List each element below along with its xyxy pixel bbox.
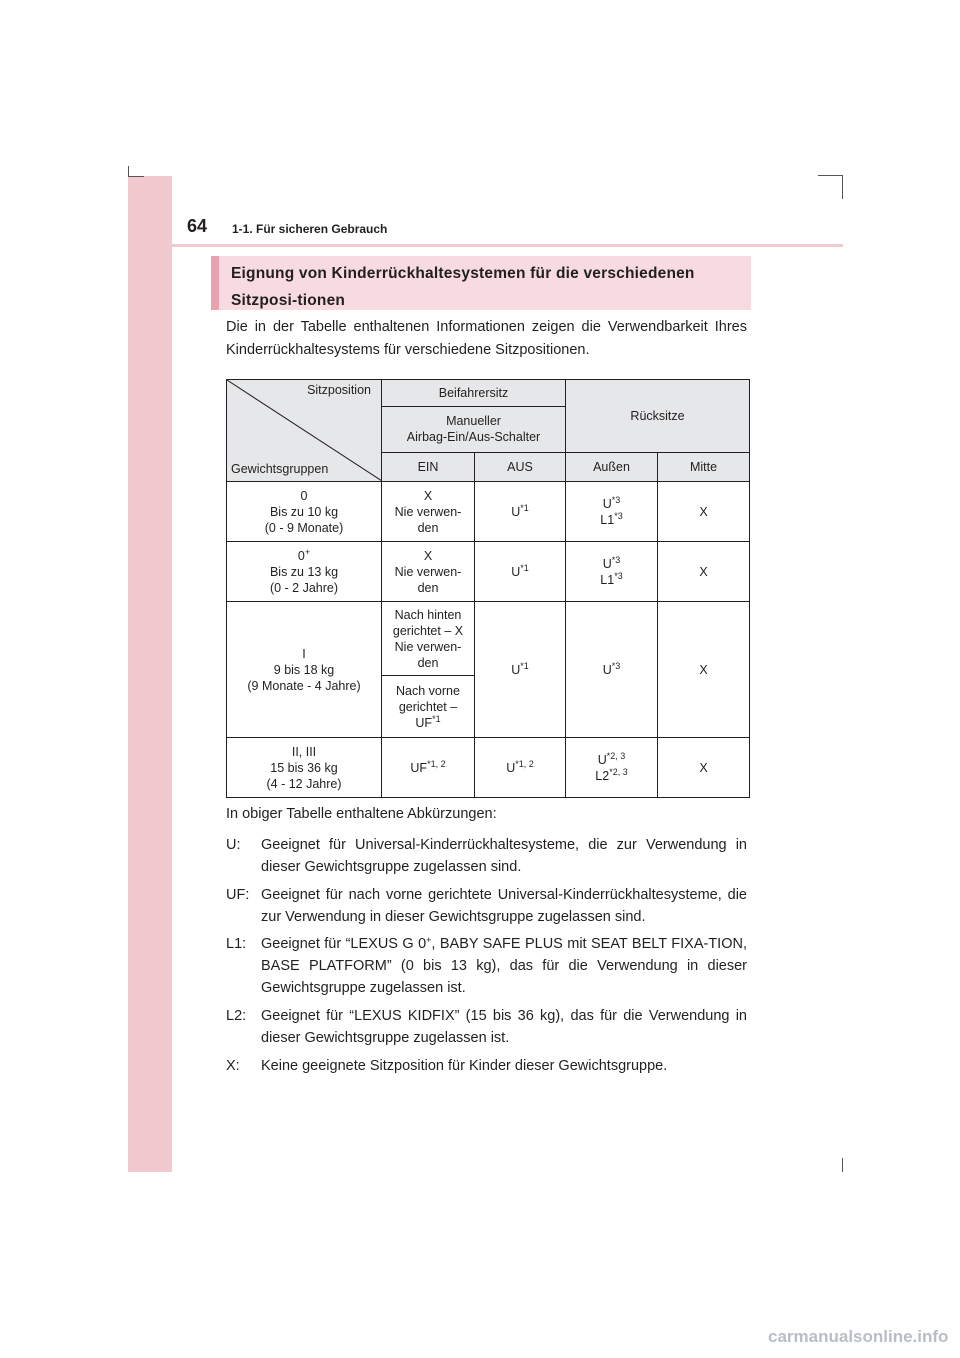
footnote-ref: *3 xyxy=(614,570,623,581)
table-row xyxy=(227,738,750,798)
footnote-ref: *1 xyxy=(520,562,529,573)
outer-value: L1 xyxy=(600,512,615,527)
middle-cell: X xyxy=(658,602,750,738)
col-middle: Mitte xyxy=(658,452,750,481)
seat-suitability-table xyxy=(226,379,750,798)
group-weight: 15 bis 36 kg xyxy=(270,760,338,775)
on-note: Nach vorne xyxy=(396,683,460,698)
footnote-ref: *3 xyxy=(611,660,621,671)
group-cell xyxy=(227,542,382,602)
crop-mark xyxy=(842,1158,843,1172)
abbreviation-text: Geeignet für nach vorne gerichtete Universal-Kinderrückhaltesysteme, die zur Verwendung in dieser Gewichtsgruppe zugelassen sind. xyxy=(261,887,747,925)
chapter-sidebar xyxy=(128,176,172,1172)
outer-value: L2 xyxy=(595,768,610,783)
group-cell xyxy=(227,482,382,542)
outer-cell xyxy=(566,602,658,738)
abbreviations-intro: In obiger Tabelle enthaltene Abkürzungen: xyxy=(226,806,497,822)
outer-cell xyxy=(566,542,658,602)
abbreviation-text-part: Geeignet für “LEXUS G 0 xyxy=(261,936,427,952)
group-cell xyxy=(227,738,382,798)
group-label: I xyxy=(302,646,306,661)
abbreviation-text: Geeignet für “LEXUS KIDFIX” (15 bis 36 kg), das für die Verwendung in dieser Gewichtsgruppe zugelassen ist. xyxy=(261,1008,747,1046)
outer-value: U xyxy=(597,752,607,767)
group-cell xyxy=(227,602,382,738)
section-heading: Eignung von Kinderrückhaltesystemen für die verschiedenen Sitzposi-tionen xyxy=(211,256,751,310)
footnote-ref: *1 xyxy=(432,713,441,724)
crop-mark xyxy=(128,166,129,176)
middle-cell: X xyxy=(658,542,750,602)
group-age: (9 Monate - 4 Jahre) xyxy=(247,678,361,693)
on-forward-facing-cell xyxy=(382,676,475,738)
switch-line-1: Manueller xyxy=(446,414,501,429)
abbreviation-sup: + xyxy=(426,935,432,945)
switch-line-2: Airbag-Ein/Aus-Schalter xyxy=(406,430,541,445)
abbreviation-text xyxy=(261,933,747,999)
intro-paragraph: Die in der Tabelle enthaltenen Informationen zeigen die Verwendbarkeit Ihres Kinderrückhaltesystems für verschiedene Sitzpositionen. xyxy=(226,319,747,358)
footnote-ref: *3 xyxy=(614,510,623,521)
group-age: (0 - 2 Jahre) xyxy=(269,580,339,595)
middle-cell: X xyxy=(658,482,750,542)
col-on: EIN xyxy=(382,452,475,481)
footnote-ref: *1 xyxy=(520,660,529,671)
header-rule xyxy=(172,244,843,247)
on-note: den xyxy=(417,655,439,670)
on-note: den xyxy=(417,580,439,595)
abbreviation-key: L1: xyxy=(226,936,247,952)
corner-weight-groups: Gewichtsgruppen xyxy=(231,462,329,476)
abbreviation-key: X: xyxy=(226,1058,240,1074)
on-value: UF xyxy=(415,715,433,730)
abbreviation-item xyxy=(226,1005,747,1049)
table-row xyxy=(227,542,750,602)
group-label: II, III xyxy=(291,744,317,759)
abbreviation-key: U: xyxy=(226,837,241,853)
on-value: X xyxy=(423,488,433,503)
off-cell xyxy=(475,738,566,798)
abbreviation-item xyxy=(226,884,747,928)
on-note: Nach hinten xyxy=(394,607,462,622)
crop-mark xyxy=(818,175,843,176)
outer-value: U xyxy=(602,496,612,511)
footnote-ref: *3 xyxy=(611,554,621,565)
group-weight: 9 bis 18 kg xyxy=(273,662,335,677)
footer-watermark: carmanualsonline.info xyxy=(768,1327,949,1346)
group-age: (4 - 12 Jahre) xyxy=(266,776,342,791)
group-label: 0 xyxy=(300,488,308,503)
on-cell xyxy=(382,738,475,798)
off-value: U xyxy=(511,504,521,519)
abbreviation-key: L2: xyxy=(226,1008,247,1024)
abbreviation-text: Geeignet für Universal-Kinderrückhaltesysteme, die zur Verwendung in dieser Gewichtsgruppe zugelassen sind. xyxy=(261,837,747,875)
off-cell xyxy=(475,542,566,602)
col-outer: Außen xyxy=(566,452,658,481)
outer-value: U xyxy=(602,662,612,677)
abbreviation-item xyxy=(226,834,747,878)
off-value: U xyxy=(506,760,516,775)
diagonal-header-cell xyxy=(227,380,382,482)
outer-cell xyxy=(566,482,658,542)
table-row xyxy=(227,602,750,676)
group-weight: Bis zu 10 kg xyxy=(269,504,339,519)
on-cell xyxy=(382,542,475,602)
on-note: den xyxy=(417,520,439,535)
outer-cell xyxy=(566,738,658,798)
footnote-ref: *2, 3 xyxy=(609,766,628,777)
on-value: UF xyxy=(410,760,428,775)
on-note: gerichtet – xyxy=(398,699,458,714)
abbreviation-item xyxy=(226,1055,747,1077)
footnote-ref: *1, 2 xyxy=(427,758,446,769)
section-title: 1-1. Für sicheren Gebrauch xyxy=(232,222,388,236)
front-seat-header: Beifahrersitz xyxy=(382,380,566,407)
abbreviation-text: Keine geeignete Sitzposition für Kinder dieser Gewichtsgruppe. xyxy=(261,1058,668,1074)
off-value: U xyxy=(511,662,521,677)
footnote-ref: *1 xyxy=(520,502,529,513)
col-off: AUS xyxy=(475,452,566,481)
on-note: Nie verwen- xyxy=(394,564,462,579)
abbreviation-text-part: , BABY SAFE PLUS mit SEAT BELT FIXA-TION, BASE PLATFORM” (0 bis 13 kg), das für die Verwendung in dieser Gewichtsgruppe zugelassen ist. xyxy=(261,936,747,996)
on-note: gerichtet – X xyxy=(392,623,464,638)
group-sup: + xyxy=(304,546,311,557)
off-cell xyxy=(475,602,566,738)
airbag-switch-header xyxy=(382,407,566,452)
group-weight: Bis zu 13 kg xyxy=(269,564,339,579)
crop-mark xyxy=(128,176,144,177)
group-label: 0 xyxy=(297,548,305,563)
footnote-ref: *1, 2 xyxy=(515,758,534,769)
page-number: 64 xyxy=(187,216,208,236)
outer-value: L1 xyxy=(600,572,615,587)
corner-seat-position: Sitzposition xyxy=(307,383,371,397)
on-cell xyxy=(382,482,475,542)
crop-mark xyxy=(842,175,843,199)
on-note: Nie verwen- xyxy=(394,639,462,654)
footnote-ref: *3 xyxy=(611,494,621,505)
off-cell xyxy=(475,482,566,542)
on-rear-facing-cell xyxy=(382,602,475,676)
middle-cell: X xyxy=(658,738,750,798)
abbreviation-key: UF: xyxy=(226,887,250,903)
group-age: (0 - 9 Monate) xyxy=(264,520,344,535)
on-value: X xyxy=(423,548,433,563)
footnote-ref: *2, 3 xyxy=(606,750,626,761)
table-row xyxy=(227,482,750,542)
abbreviation-item xyxy=(226,933,747,999)
rear-seats-header: Rücksitze xyxy=(566,380,750,453)
on-note: Nie verwen- xyxy=(394,504,462,519)
off-value: U xyxy=(511,564,521,579)
outer-value: U xyxy=(602,556,612,571)
